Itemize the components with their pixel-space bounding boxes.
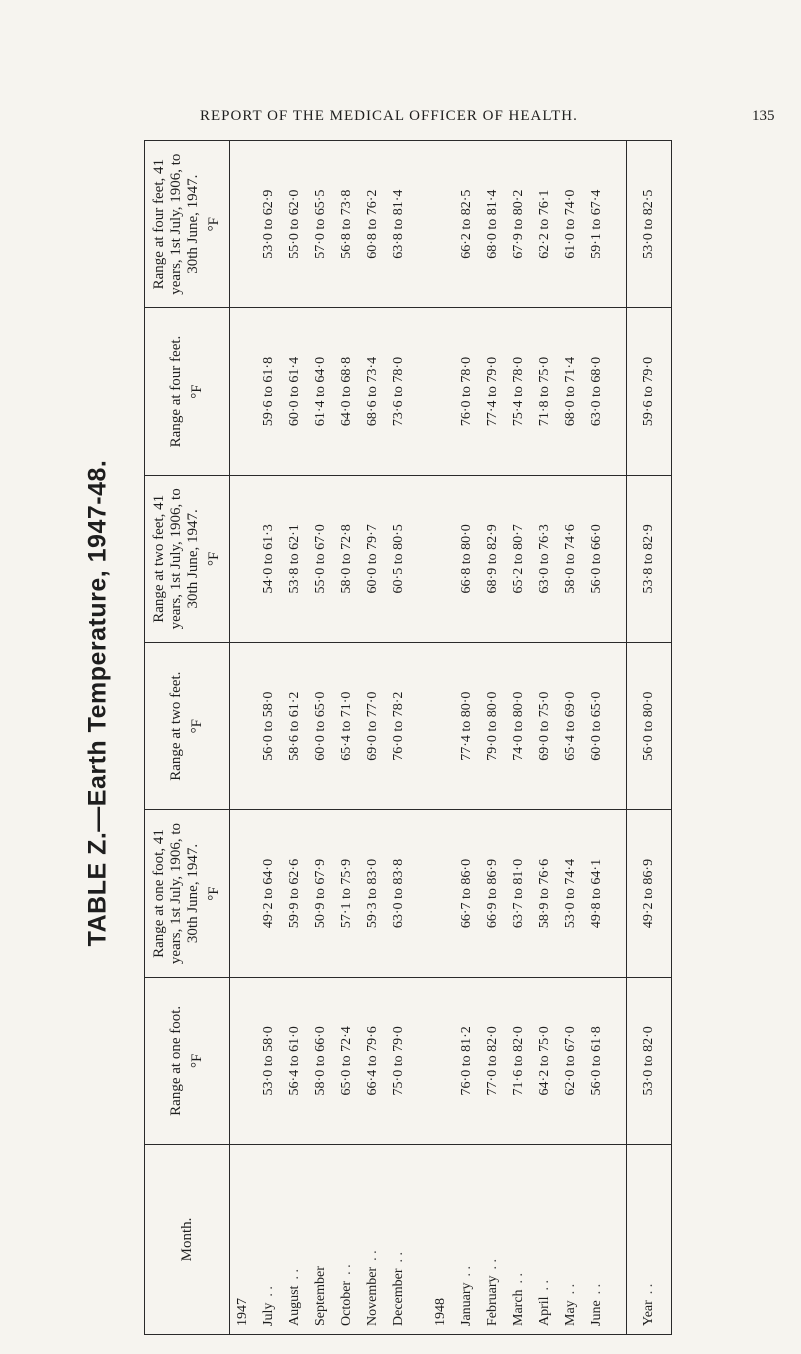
table-row [308, 141, 334, 1335]
month-cell [558, 1145, 584, 1335]
column-header-label: Range at one foot. [168, 1005, 184, 1116]
range-value: 60·0 to 79·7 [360, 475, 386, 642]
month-cell [506, 1145, 532, 1335]
empty-cell [412, 475, 428, 642]
table-header-row [145, 141, 230, 1335]
range-value: 76·0 to 78·2 [386, 643, 412, 810]
empty-cell [412, 1145, 428, 1335]
summary-row [627, 141, 672, 1335]
table-row [454, 141, 480, 1335]
month-cell [282, 1145, 308, 1335]
month-cell [308, 1145, 334, 1335]
range-value: 75·4 to 78·0 [506, 308, 532, 475]
range-value: 53·0 to 58·0 [256, 977, 282, 1144]
month-cell [256, 1145, 282, 1335]
range-value: 53·0 to 82·5 [627, 141, 672, 308]
range-value: 68·9 to 82·9 [480, 475, 506, 642]
range-value: 65·4 to 71·0 [334, 643, 360, 810]
month-label: November [365, 1266, 380, 1326]
range-value: 66·2 to 82·5 [454, 141, 480, 308]
range-value: 55·0 to 67·0 [308, 475, 334, 642]
empty-cell [428, 643, 454, 810]
column-header-label: Range at one foot, 41 years, 1st July, 1906, to 30th June, 1947. [151, 822, 201, 965]
month-label: February [485, 1275, 500, 1326]
range-value: 58·0 to 66·0 [308, 977, 334, 1144]
range-value: 71·6 to 82·0 [506, 977, 532, 1144]
spacer-row [412, 141, 428, 1335]
column-header-unit: °F [189, 384, 205, 399]
column-header-label: Month. [178, 1217, 195, 1262]
leader-dots: . . [485, 1258, 500, 1270]
empty-cell [230, 475, 257, 642]
month-cell [480, 1145, 506, 1335]
range-value: 77·4 to 80·0 [454, 643, 480, 810]
range-value: 65·0 to 72·4 [334, 977, 360, 1144]
range-value: 56·0 to 58·0 [256, 643, 282, 810]
earth-temperature-table [144, 140, 672, 1335]
leader-dots: . . [459, 1265, 474, 1277]
range-value: 49·2 to 64·0 [256, 810, 282, 977]
table-row [360, 141, 386, 1335]
month-label: July [261, 1302, 276, 1326]
year-row-1948 [428, 141, 454, 1335]
range-value: 56·4 to 61·0 [282, 977, 308, 1144]
month-label: June [589, 1300, 604, 1326]
leader-dots: . . [391, 1251, 406, 1263]
column-header-5 [145, 308, 230, 475]
empty-cell [412, 810, 428, 977]
column-header-unit: °F [206, 886, 222, 901]
leader-dots: . . [589, 1283, 604, 1295]
empty-cell [412, 977, 428, 1144]
range-value: 71·8 to 75·0 [532, 308, 558, 475]
leader-dots: . . [537, 1279, 552, 1291]
range-value: 66·9 to 86·9 [480, 810, 506, 977]
range-value: 63·8 to 81·4 [386, 141, 412, 308]
empty-cell [428, 977, 454, 1144]
column-header-unit: °F [206, 217, 222, 232]
range-value: 53·0 to 62·9 [256, 141, 282, 308]
range-value: 59·6 to 61·8 [256, 308, 282, 475]
empty-cell [428, 141, 454, 308]
range-value: 67·9 to 80·2 [506, 141, 532, 308]
column-header-label: Range at two feet. [168, 671, 184, 781]
month-label: March [511, 1289, 526, 1326]
month-label: Year [641, 1300, 656, 1326]
range-value: 77·4 to 79·0 [480, 308, 506, 475]
range-value: 54·0 to 61·3 [256, 475, 282, 642]
range-value: 57·0 to 65·5 [308, 141, 334, 308]
empty-cell [610, 308, 627, 475]
empty-cell [428, 308, 454, 475]
column-header-3 [145, 643, 230, 810]
range-value: 60·8 to 76·2 [360, 141, 386, 308]
leader-dots: . . [365, 1250, 380, 1261]
range-value: 53·8 to 82·9 [627, 475, 672, 642]
empty-cell [412, 308, 428, 475]
range-value: 56·0 to 61·8 [584, 977, 610, 1144]
range-value: 63·0 to 76·3 [532, 475, 558, 642]
range-value: 53·0 to 74·4 [558, 810, 584, 977]
leader-dots: . . [563, 1283, 578, 1295]
column-header-label: Range at two feet, 41 years, 1st July, 1906, to 30th June, 1947. [151, 488, 201, 630]
column-header-0 [145, 1145, 230, 1335]
month-cell [334, 1145, 360, 1335]
leader-dots: . . [511, 1272, 526, 1284]
month-label: December [391, 1268, 406, 1326]
range-value: 69·0 to 75·0 [532, 643, 558, 810]
range-value: 65·2 to 80·7 [506, 475, 532, 642]
range-value: 49·8 to 64·1 [584, 810, 610, 977]
range-value: 69·0 to 77·0 [360, 643, 386, 810]
range-value: 64·2 to 75·0 [532, 977, 558, 1144]
empty-cell [428, 810, 454, 977]
month-cell [360, 1145, 386, 1335]
empty-cell [230, 141, 257, 308]
range-value: 66·7 to 86·0 [454, 810, 480, 977]
month-cell [386, 1145, 412, 1335]
range-value: 53·0 to 82·0 [627, 977, 672, 1144]
empty-cell [230, 977, 257, 1144]
range-value: 59·6 to 79·0 [627, 308, 672, 475]
year-row-1947 [230, 141, 257, 1335]
empty-cell [610, 810, 627, 977]
column-header-label: Range at four feet, 41 years, 1st July, 1906, to 30th June, 1947. [151, 153, 201, 295]
range-value: 59·1 to 67·4 [584, 141, 610, 308]
leader-dots: . . [641, 1283, 656, 1295]
table-row [282, 141, 308, 1335]
column-header-1 [145, 977, 230, 1144]
table-body [230, 141, 672, 1335]
table-title: TABLE Z.—Earth Temperature, 1947-48. [83, 459, 112, 947]
range-value: 63·0 to 68·0 [584, 308, 610, 475]
empty-cell [230, 643, 257, 810]
range-value: 61·4 to 64·0 [308, 308, 334, 475]
range-value: 63·7 to 81·0 [506, 810, 532, 977]
table-row [256, 141, 282, 1335]
range-value: 76·0 to 78·0 [454, 308, 480, 475]
empty-cell [610, 977, 627, 1144]
rotated-table-wrapper [144, 140, 656, 1335]
table-row [386, 141, 412, 1335]
leader-dots: . . [261, 1286, 276, 1297]
table-row [558, 141, 584, 1335]
leader-dots: . . [339, 1264, 354, 1275]
range-value: 53·8 to 62·1 [282, 475, 308, 642]
month-cell [627, 1145, 672, 1335]
range-value: 57·1 to 75·9 [334, 810, 360, 977]
table-row [532, 141, 558, 1335]
range-value: 76·0 to 81·2 [454, 977, 480, 1144]
range-value: 68·0 to 81·4 [480, 141, 506, 308]
range-value: 65·4 to 69·0 [558, 643, 584, 810]
range-value: 68·0 to 71·4 [558, 308, 584, 475]
range-value: 56·8 to 73·8 [334, 141, 360, 308]
column-header-unit: °F [206, 551, 222, 567]
column-header-unit: °F [189, 719, 205, 734]
range-value: 58·9 to 76·6 [532, 810, 558, 977]
range-value: 60·0 to 61·4 [282, 308, 308, 475]
column-header-unit: °F [189, 1053, 205, 1069]
range-value: 49·2 to 86·9 [627, 810, 672, 977]
running-header: REPORT OF THE MEDICAL OFFICER OF HEALTH. [200, 108, 578, 124]
table-row [584, 141, 610, 1335]
range-value: 50·9 to 67·9 [308, 810, 334, 977]
year-label: 1947 [230, 1145, 257, 1335]
month-label: January [459, 1282, 474, 1326]
empty-cell [230, 810, 257, 977]
empty-cell [412, 643, 428, 810]
range-value: 75·0 to 79·0 [386, 977, 412, 1144]
range-value: 58·6 to 61·2 [282, 643, 308, 810]
range-value: 60·5 to 80·5 [386, 475, 412, 642]
range-value: 60·0 to 65·0 [308, 643, 334, 810]
range-value: 66·4 to 79·6 [360, 977, 386, 1144]
month-label: October [339, 1280, 354, 1326]
month-label: May [563, 1300, 578, 1326]
empty-cell [230, 308, 257, 475]
table-row [506, 141, 532, 1335]
range-value: 74·0 to 80·0 [506, 643, 532, 810]
range-value: 68·6 to 73·4 [360, 308, 386, 475]
empty-cell [412, 141, 428, 308]
table-row [334, 141, 360, 1335]
month-label: August [287, 1285, 302, 1326]
page-number: 135 [752, 108, 775, 124]
range-value: 79·0 to 80·0 [480, 643, 506, 810]
range-value: 60·0 to 65·0 [584, 643, 610, 810]
empty-cell [610, 141, 627, 308]
range-value: 62·2 to 76·1 [532, 141, 558, 308]
month-cell [584, 1145, 610, 1335]
range-value: 77·0 to 82·0 [480, 977, 506, 1144]
month-cell [454, 1145, 480, 1335]
empty-cell [610, 475, 627, 642]
range-value: 61·0 to 74·0 [558, 141, 584, 308]
range-value: 59·3 to 83·0 [360, 810, 386, 977]
empty-cell [428, 475, 454, 642]
range-value: 58·0 to 72·8 [334, 475, 360, 642]
range-value: 56·0 to 80·0 [627, 643, 672, 810]
empty-cell [610, 1145, 627, 1335]
range-value: 66·8 to 80·0 [454, 475, 480, 642]
column-header-label: Range at four feet. [168, 335, 184, 448]
range-value: 55·0 to 62·0 [282, 141, 308, 308]
column-header-2 [145, 810, 230, 977]
leader-dots: . . [287, 1269, 302, 1280]
range-value: 63·0 to 83·8 [386, 810, 412, 977]
month-label: September [313, 1266, 328, 1326]
column-header-6 [145, 141, 230, 308]
range-value: 62·0 to 67·0 [558, 977, 584, 1144]
year-label: 1948 [428, 1145, 454, 1335]
range-value: 73·6 to 78·0 [386, 308, 412, 475]
table-row [480, 141, 506, 1335]
range-value: 59·9 to 62·6 [282, 810, 308, 977]
range-value: 56·0 to 66·0 [584, 475, 610, 642]
month-label: April [537, 1296, 552, 1326]
column-header-4 [145, 475, 230, 642]
range-value: 58·0 to 74·6 [558, 475, 584, 642]
month-cell [532, 1145, 558, 1335]
spacer-row [610, 141, 627, 1335]
range-value: 64·0 to 68·8 [334, 308, 360, 475]
empty-cell [610, 643, 627, 810]
